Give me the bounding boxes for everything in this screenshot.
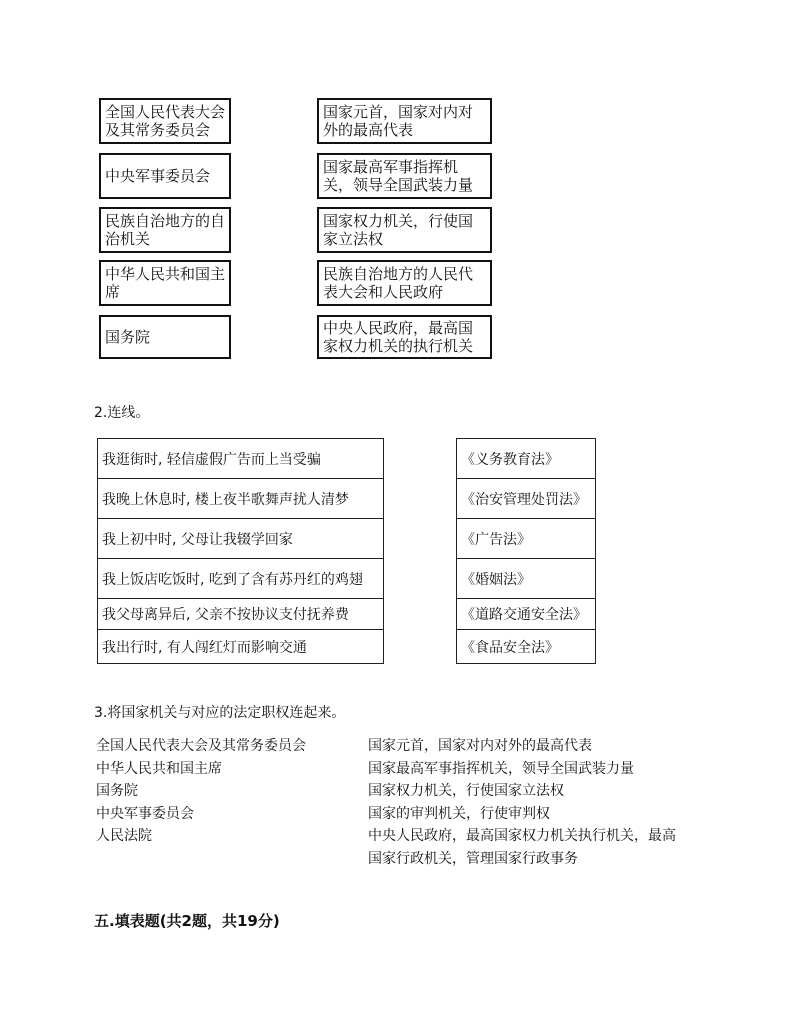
q2-left-cell: 我父母离异后, 父亲不按协议支付抚养费 bbox=[98, 599, 384, 630]
q1-left-item: 民族自治地方的自治机关 bbox=[99, 207, 231, 253]
q2-left-cell: 我上饭店吃饭时, 吃到了含有苏丹红的鸡翅 bbox=[98, 559, 384, 599]
q1-right-item: 国家最高军事指挥机关，领导全国武装力量 bbox=[317, 153, 492, 199]
q2-right-table bbox=[456, 438, 596, 664]
q2-right-cell: 《婚姻法》 bbox=[457, 559, 596, 599]
q3-left-item: 中央军事委员会 bbox=[96, 805, 194, 822]
q3-right-item: 国家的审判机关，行使审判权 bbox=[368, 805, 550, 822]
q3-left-list bbox=[96, 735, 306, 848]
q3-right-item: 国家最高军事指挥机关，领导全国武装力量 bbox=[368, 760, 634, 777]
q1-right-item: 国家元首，国家对内对外的最高代表 bbox=[317, 98, 492, 144]
q2-right-cell: 《道路交通安全法》 bbox=[457, 599, 596, 630]
q2-right-cell: 《治安管理处罚法》 bbox=[457, 479, 596, 519]
q3-left-item: 全国人民代表大会及其常务委员会 bbox=[96, 738, 306, 754]
section-5-title: 五.填表题(共2题，共19分) bbox=[94, 912, 280, 930]
q2-left-cell: 我晚上休息时, 楼上夜半歌舞声扰人清梦 bbox=[98, 479, 384, 519]
q2-left-cell: 我逛街时, 轻信虚假广告而上当受骗 bbox=[98, 439, 384, 479]
q2-left-cell: 我出行时, 有人闯红灯而影响交通 bbox=[98, 630, 384, 664]
q3-right-item: 中央人民政府，最高国家权力机关执行机关，最高 bbox=[368, 828, 676, 844]
q1-right-item: 中央人民政府，最高国家权力机关的执行机关 bbox=[317, 315, 492, 359]
q1-right-item: 民族自治地方的人民代表大会和人民政府 bbox=[317, 260, 492, 306]
q2-left-cell: 我上初中时, 父母让我辍学回家 bbox=[98, 519, 384, 559]
q1-left-item: 中央军事委员会 bbox=[99, 153, 231, 199]
q2-right-cell: 《义务教育法》 bbox=[457, 439, 596, 479]
q3-left-item: 国务院 bbox=[96, 783, 138, 799]
q3-right-list bbox=[368, 735, 676, 870]
q3-title: 3.将国家机关与对应的法定职权连起来。 bbox=[94, 705, 346, 721]
q1-right-item: 国家权力机关，行使国家立法权 bbox=[317, 207, 492, 253]
q1-left-item: 全国人民代表大会及其常务委员会 bbox=[99, 98, 231, 144]
q2-left-table bbox=[97, 438, 384, 664]
q3-right-item: 国家元首，国家对内对外的最高代表 bbox=[368, 738, 592, 754]
q1-left-item: 中华人民共和国主席 bbox=[99, 260, 231, 306]
q1-left-item: 国务院 bbox=[99, 315, 231, 359]
q3-right-item: 国家权力机关，行使国家立法权 bbox=[368, 783, 564, 799]
q2-right-cell: 《广告法》 bbox=[457, 519, 596, 559]
q3-right-item: 国家行政机关，管理国家行政事务 bbox=[368, 850, 578, 867]
q2-title: 2.连线。 bbox=[94, 405, 150, 421]
q3-left-item: 人民法院 bbox=[96, 828, 152, 844]
q2-right-cell: 《食品安全法》 bbox=[457, 630, 596, 664]
q3-left-item: 中华人民共和国主席 bbox=[96, 760, 222, 777]
